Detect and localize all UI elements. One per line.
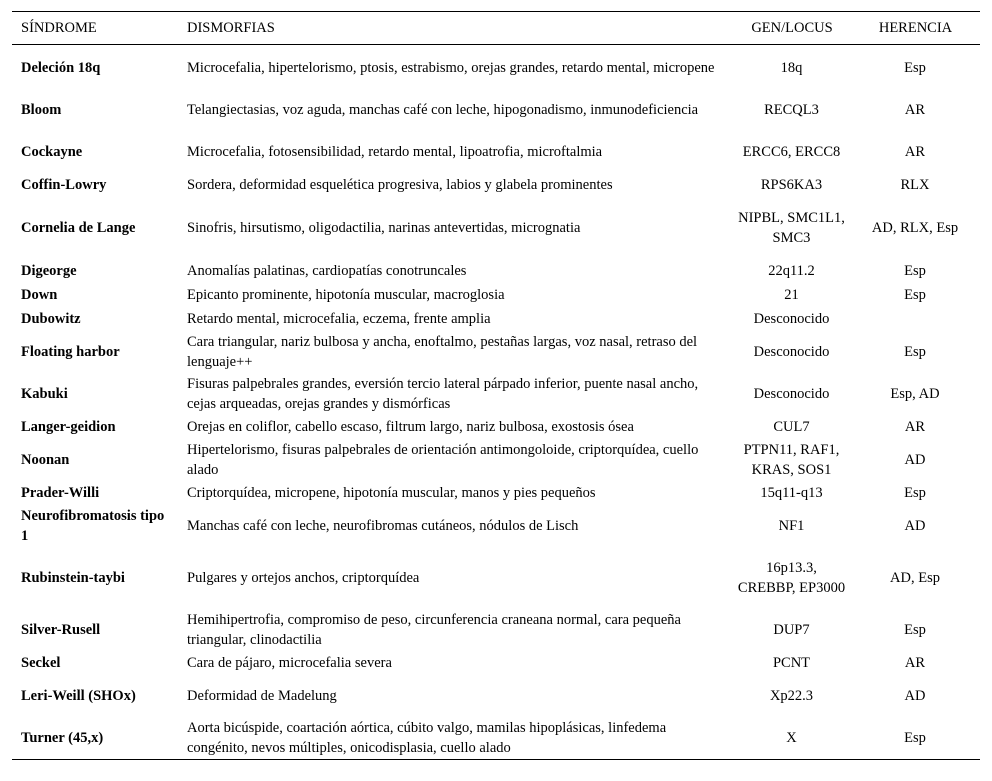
cell-inheritance: AD [904,452,926,468]
table-row [12,89,980,131]
cell-inheritance: Esp [904,344,926,360]
table-row [12,283,980,307]
cell-dysmorphias: Microcefalia, hipertelorismo, ptosis, estrabismo, orejas grandes, retardo mental, micropene [187,60,715,76]
cell-gene-locus: RPS6KA3 [760,177,823,193]
table-row [12,373,980,415]
cell-gene-locus: PTPN11, RAF1, KRAS, SOS1 [743,442,840,478]
cell-syndrome: Prader-Willi [21,485,100,501]
cell-syndrome: Dubowitz [21,311,81,327]
table-row [12,131,980,173]
cell-inheritance: Esp, AD [890,386,940,402]
cell-dysmorphias: Epicanto prominente, hipotonía muscular, macroglosia [187,287,505,303]
cell-syndrome: Down [21,287,58,303]
cell-inheritance: AD, Esp [890,570,940,586]
cell-syndrome: Cornelia de Lange [21,220,136,236]
cell-syndrome: Bloom [21,102,62,118]
cell-gene-locus: Desconocido [753,386,830,402]
cell-syndrome: Turner (45,x) [21,730,104,746]
cell-syndrome: Noonan [21,452,70,468]
table-row [12,481,980,505]
cell-gene-locus: ERCC6, ERCC8 [742,144,841,160]
cell-inheritance: Esp [904,60,926,76]
cell-gene-locus: Desconocido [753,344,830,360]
cell-inheritance: AR [904,655,926,671]
cell-gene-locus: DUP7 [773,622,810,638]
table-header [12,12,980,45]
table-row [12,505,980,547]
cell-syndrome: Cockayne [21,144,83,160]
cell-gene-locus: 15q11-q13 [760,485,823,501]
cell-inheritance: AD [904,518,926,534]
cell-gene-locus: X [786,730,797,746]
cell-dysmorphias: Hemihipertrofia, compromiso de peso, circunferencia craneana normal, cara pequeña triangular, clinodactilia [187,612,681,648]
cell-inheritance: AR [904,144,926,160]
cell-syndrome: Langer-geidion [21,419,116,435]
table-row [12,307,980,331]
cell-syndrome: Floating harbor [21,344,120,360]
table-row [12,197,980,259]
cell-syndrome: Silver-Rusell [21,622,101,638]
header-gene-locus: GEN/LOCUS [751,20,833,36]
table-row [12,439,980,481]
cell-syndrome: Digeorge [21,263,77,279]
cell-inheritance: AD [904,688,926,704]
table-row [12,675,980,717]
table-row [12,415,980,439]
cell-syndrome: Kabuki [21,386,68,402]
cell-dysmorphias: Aorta bicúspide, coartación aórtica, cúbito valgo, mamilas hipoplásicas, linfedema congénito, nevos múltiples, onicodisplasia, cuello alado [187,720,667,756]
cell-dysmorphias: Anomalías palatinas, cardiopatías conotruncales [187,263,467,279]
cell-inheritance: Esp [904,485,926,501]
cell-gene-locus: 18q [780,60,803,76]
cell-inheritance: RLX [900,177,930,193]
syndromes-table [12,11,980,760]
table-row [12,331,980,373]
cell-gene-locus: Xp22.3 [769,688,814,704]
cell-dysmorphias: Cara de pájaro, microcefalia severa [187,655,392,671]
cell-syndrome: Deleción 18q [21,60,101,76]
cell-inheritance: Esp [904,263,926,279]
cell-gene-locus: Desconocido [753,311,830,327]
cell-inheritance: AR [904,102,926,118]
cell-dysmorphias: Criptorquídea, micropene, hipotonía muscular, manos y pies pequeños [187,485,596,501]
cell-gene-locus: 21 [784,287,799,303]
table-row [12,547,980,609]
cell-syndrome: Leri-Weill (SHOx) [21,688,136,704]
header-row [12,12,980,45]
header-inheritance: HERENCIA [878,20,953,36]
cell-gene-locus: RECQL3 [764,102,819,118]
cell-syndrome: Rubinstein-taybi [21,570,125,586]
cell-inheritance: Esp [904,622,926,638]
cell-dysmorphias: Sinofris, hirsutismo, oligodactilia, narinas antevertidas, micrognatia [187,220,581,236]
table-row [12,651,980,675]
cell-dysmorphias: Fisuras palpebrales grandes, eversión tercio lateral párpado inferior, puente nasal ancho, cejas arqueadas, orejas grandes y dismórficas [187,376,699,412]
cell-syndrome: Seckel [21,655,61,671]
cell-inheritance: AD, RLX, Esp [871,220,959,236]
table-row [12,173,980,197]
cell-dysmorphias: Hipertelorismo, fisuras palpebrales de orientación antimongoloide, criptorquídea, cuello alado [187,442,699,478]
cell-syndrome: Coffin-Lowry [21,177,107,193]
cell-gene-locus: 22q11.2 [768,263,815,279]
cell-dysmorphias: Manchas café con leche, neurofibromas cutáneos, nódulos de Lisch [187,518,579,534]
cell-gene-locus: NIPBL, SMC1L1, SMC3 [738,210,845,246]
cell-dysmorphias: Cara triangular, nariz bulbosa y ancha, enoftalmo, pestañas largas, voz nasal, retraso del lenguaje++ [187,334,698,370]
cell-inheritance: Esp [904,287,926,303]
cell-gene-locus: NF1 [778,518,805,534]
cell-dysmorphias: Pulgares y ortejos anchos, criptorquídea [187,570,420,586]
table-row [12,717,980,760]
cell-inheritance: AR [904,419,926,435]
cell-gene-locus: 16p13.3, CREBBP, EP3000 [737,560,846,596]
table-row [12,609,980,651]
table-body [12,45,980,760]
cell-inheritance [850,307,980,331]
header-syndrome: SÍNDROME [21,20,97,36]
cell-dysmorphias: Sordera, deformidad esquelética progresiva, labios y glabela prominentes [187,177,613,193]
cell-gene-locus: PCNT [772,655,811,671]
cell-syndrome: Neurofibromatosis tipo 1 [21,508,165,544]
cell-dysmorphias: Telangiectasias, voz aguda, manchas café con leche, hipogonadismo, inmunodeficiencia [187,102,699,118]
table-row [12,45,980,90]
header-dysmorphias: DISMORFIAS [187,20,275,36]
cell-gene-locus: CUL7 [773,419,810,435]
cell-dysmorphias: Retardo mental, microcefalia, eczema, frente amplia [187,311,491,327]
cell-dysmorphias: Microcefalia, fotosensibilidad, retardo mental, lipoatrofia, microftalmia [187,144,603,160]
cell-dysmorphias: Orejas en coliflor, cabello escaso, filtrum largo, nariz bulbosa, exostosis ósea [187,419,634,435]
cell-inheritance: Esp [904,730,926,746]
cell-dysmorphias: Deformidad de Madelung [187,688,337,704]
table-row [12,259,980,283]
